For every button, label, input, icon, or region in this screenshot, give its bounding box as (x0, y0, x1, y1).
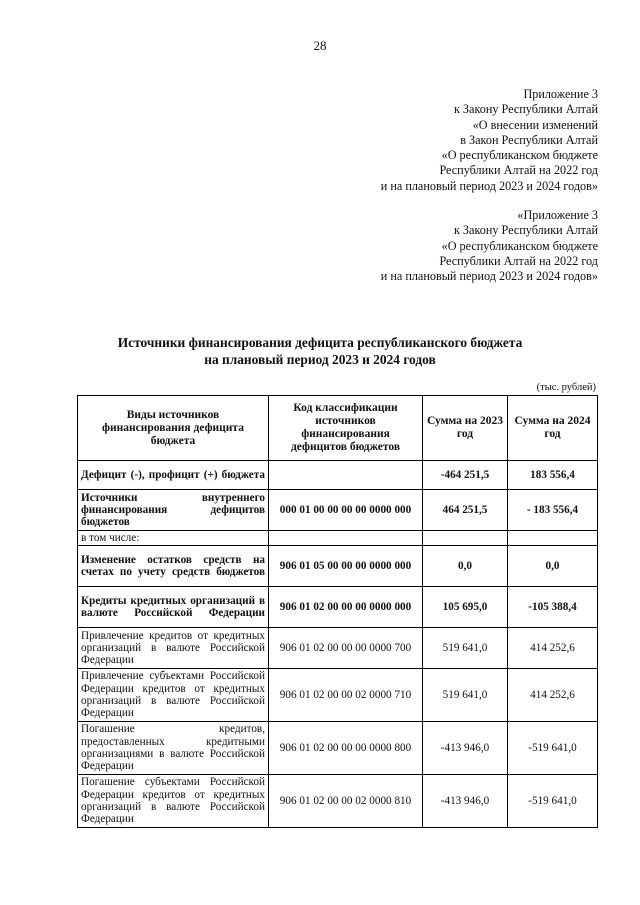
row-sum-2024: 0,0 (508, 546, 598, 587)
header-sum-2024: Сумма на 2024 год (508, 396, 598, 461)
row-sum-2023: -413 946,0 (423, 775, 508, 828)
row-sum-2024 (508, 531, 598, 546)
row-sum-2024: 183 556,4 (508, 461, 598, 490)
row-sum-2024: - 183 556,4 (508, 490, 598, 531)
row-sum-2023: 464 251,5 (423, 490, 508, 531)
appendix-line: «О республиканском бюджете (441, 238, 598, 253)
table-row (78, 775, 598, 828)
row-name: Погашение субъектами Российской Федерации кредитов от кредитных организаций в валюте Российской Федерации (78, 775, 269, 828)
row-sum-2024: 414 252,6 (508, 669, 598, 722)
row-code: 906 01 02 00 00 00 0000 700 (269, 628, 423, 669)
row-sum-2023: -413 946,0 (423, 722, 508, 775)
row-name: Привлечение кредитов от кредитных организаций в валюте Российской Федерации (78, 628, 269, 669)
row-sum-2024: -519 641,0 (508, 775, 598, 828)
appendix-line: и на плановый период 2023 и 2024 годов» (380, 269, 598, 284)
row-code: 906 01 02 00 00 02 0000 710 (269, 669, 423, 722)
table-row (78, 669, 598, 722)
row-name: Привлечение субъектами Российской Федерации кредитов от кредитных организаций в валюте Российской Федерации (78, 669, 269, 722)
document-title (0, 334, 640, 368)
row-code: 906 01 05 00 00 00 0000 000 (269, 546, 423, 587)
row-name: в том числе: (78, 531, 269, 546)
row-sum-2023: 519 641,0 (423, 628, 508, 669)
appendix-heading-main (381, 87, 598, 194)
appendix-heading-quoted (381, 208, 598, 284)
title-line: Источники финансирования дефицита республиканского бюджета (117, 335, 523, 350)
units-note: (тыс. рублей) (536, 382, 596, 393)
row-name: Источники внутреннего финансирования дефицитов бюджетов (78, 490, 269, 531)
appendix-line: к Закону Республики Алтай (453, 102, 598, 117)
row-name: Дефицит (-), профицит (+) бюджета (78, 461, 269, 490)
table-header-row (78, 396, 598, 461)
row-sum-2023: 0,0 (423, 546, 508, 587)
row-code: 906 01 02 00 00 00 0000 800 (269, 722, 423, 775)
page-number: 28 (313, 38, 327, 53)
table-row (78, 587, 598, 628)
row-sum-2023: 519 641,0 (423, 669, 508, 722)
appendix-line: Республики Алтай на 2022 год (439, 163, 598, 178)
table-row (78, 628, 598, 669)
appendix-line: «О внесении изменений (472, 117, 598, 132)
row-code: 000 01 00 00 00 00 0000 000 (269, 490, 423, 531)
row-code (269, 531, 423, 546)
appendix-line: «О республиканском бюджете (441, 148, 598, 163)
header-code: Код классификации источников финансирования дефицитов бюджетов (269, 396, 423, 461)
table-row (78, 531, 598, 546)
row-name: Кредиты кредитных организаций в валюте Российской Федерации (78, 587, 269, 628)
table-row (78, 722, 598, 775)
row-sum-2023 (423, 531, 508, 546)
row-sum-2023: 105 695,0 (423, 587, 508, 628)
row-code: 906 01 02 00 00 00 0000 000 (269, 587, 423, 628)
appendix-line: к Закону Республики Алтай (453, 223, 598, 238)
row-sum-2024: -105 388,4 (508, 587, 598, 628)
table-row (78, 490, 598, 531)
row-code (269, 461, 423, 490)
financing-sources-table (77, 395, 598, 828)
row-sum-2024: -519 641,0 (508, 722, 598, 775)
row-code: 906 01 02 00 00 02 0000 810 (269, 775, 423, 828)
header-kind: Виды источников финансирования дефицита бюджета (78, 396, 269, 461)
appendix-line: и на плановый период 2023 и 2024 годов» (380, 178, 598, 193)
table-row (78, 546, 598, 587)
appendix-line: Приложение 3 (523, 87, 598, 101)
appendix-line: «Приложение 3 (517, 208, 598, 222)
table-row (78, 461, 598, 490)
row-sum-2023: -464 251,5 (423, 461, 508, 490)
appendix-line: в Закон Республики Алтай (460, 132, 598, 147)
row-name: Изменение остатков средств на счетах по учету средств бюджетов (78, 546, 269, 587)
title-line: на плановый период 2023 и 2024 годов (204, 352, 436, 367)
row-name: Погашение кредитов, предоставленных кредитными организациями в валюте Российской Федерации (78, 722, 269, 775)
row-sum-2024: 414 252,6 (508, 628, 598, 669)
header-sum-2023: Сумма на 2023 год (423, 396, 508, 461)
appendix-line: Республики Алтай на 2022 год (439, 253, 598, 268)
